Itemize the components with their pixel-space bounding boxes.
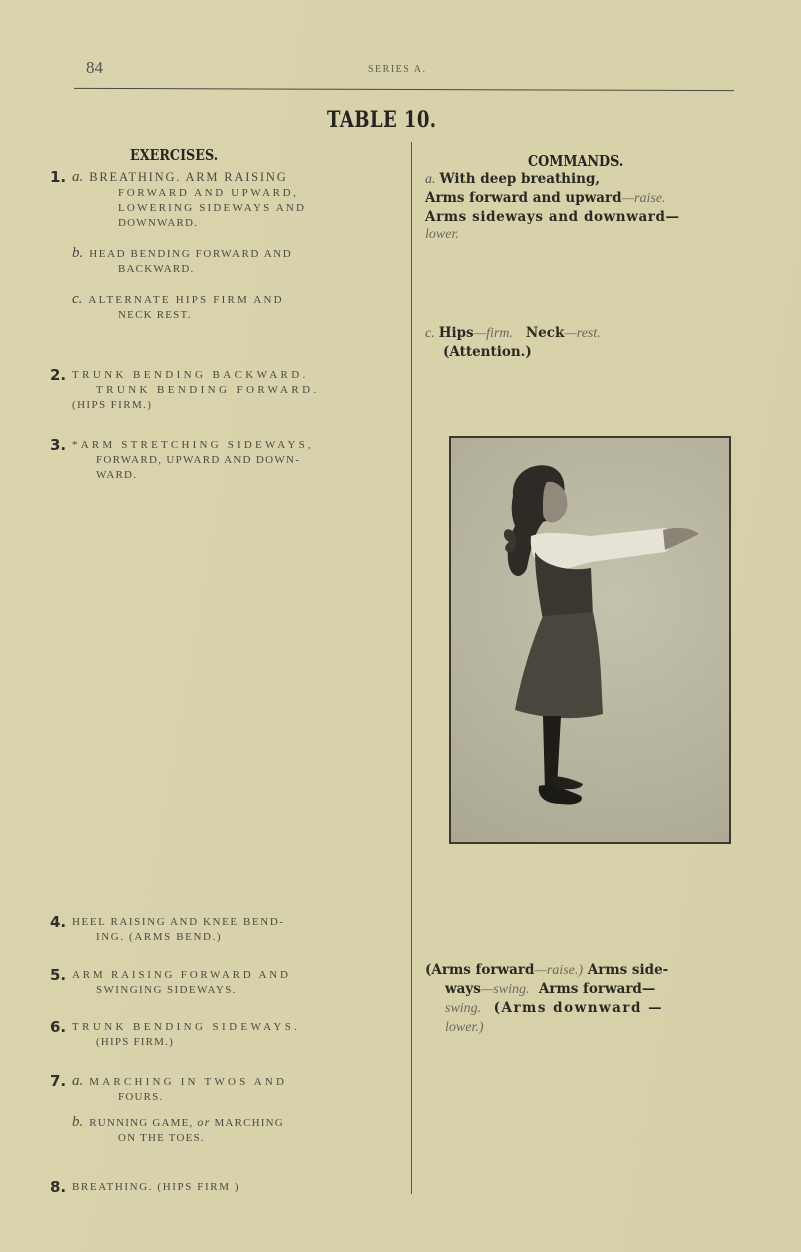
exercise-1a: a. BREATHING. ARM RAISING FORWARD AND UPWARD, LOWERING SIDEWAYS AND DOWNWARD. bbox=[72, 169, 307, 229]
exercise-1b: b. HEAD BENDING FORWARD AND BACKWARD. bbox=[72, 245, 293, 275]
running-head: SERIES A. bbox=[368, 64, 427, 75]
girl-arms-forward-figure bbox=[451, 438, 729, 842]
exercise-number: 1. bbox=[50, 168, 67, 186]
commands-heading: COMMANDS. bbox=[528, 152, 624, 170]
header-rule bbox=[74, 88, 734, 91]
exercise-1c: c. ALTERNATE HIPS FIRM AND NECK REST. bbox=[72, 291, 284, 321]
table-title: TABLE 10. bbox=[327, 107, 437, 133]
exercise-6: 6. TRUNK BENDING SIDEWAYS. (HIPS FIRM.) bbox=[50, 1018, 301, 1048]
exercise-5: 5. ARM RAISING FORWARD AND SWINGING SIDEWAYS. bbox=[50, 966, 291, 996]
exercise-7b: b. RUNNING GAME, or MARCHING ON THE TOES. bbox=[72, 1114, 284, 1144]
exercise-2: 2. TRUNK BENDING BACKWARD. TRUNK BENDING FORWARD. (HIPS FIRM.) bbox=[50, 366, 320, 411]
command-a: a. With deep breathing, Arms forward and upward—raise. Arms sideways and downward— lower. bbox=[425, 171, 680, 242]
command-5: (Arms forward—raise.) Arms side- ways—swing. Arms forward— swing. (Arms downward — lower.) bbox=[425, 962, 669, 1035]
exercise-8: 8. BREATHING. (HIPS FIRM ) bbox=[50, 1178, 241, 1196]
exercise-7a: a. MARCHING IN TWOS AND FOURS. bbox=[72, 1073, 288, 1103]
exercise-7: 7. a. MARCHING IN TWOS AND FOURS. b. RUNNING GAME, or MARCHING ON THE TOES. bbox=[50, 1074, 394, 1146]
exercise-4: 4. HEEL RAISING AND KNEE BEND- ING. (ARMS BEND.) bbox=[50, 913, 285, 943]
exercise-3: 3. *ARM STRETCHING SIDEWAYS, FORWARD, UPWARD AND DOWN- WARD. bbox=[50, 436, 314, 481]
exercise-photograph bbox=[449, 436, 731, 844]
exercises-heading: EXERCISES. bbox=[130, 146, 219, 164]
exercise-1 bbox=[50, 170, 394, 323]
command-c: c. Hips—firm. Neck—rest. (Attention.) bbox=[425, 325, 601, 360]
page-number: 84 bbox=[86, 58, 103, 77]
column-divider bbox=[411, 142, 412, 1194]
exercise-text: BREATHING. ARM RAISING bbox=[89, 170, 288, 184]
